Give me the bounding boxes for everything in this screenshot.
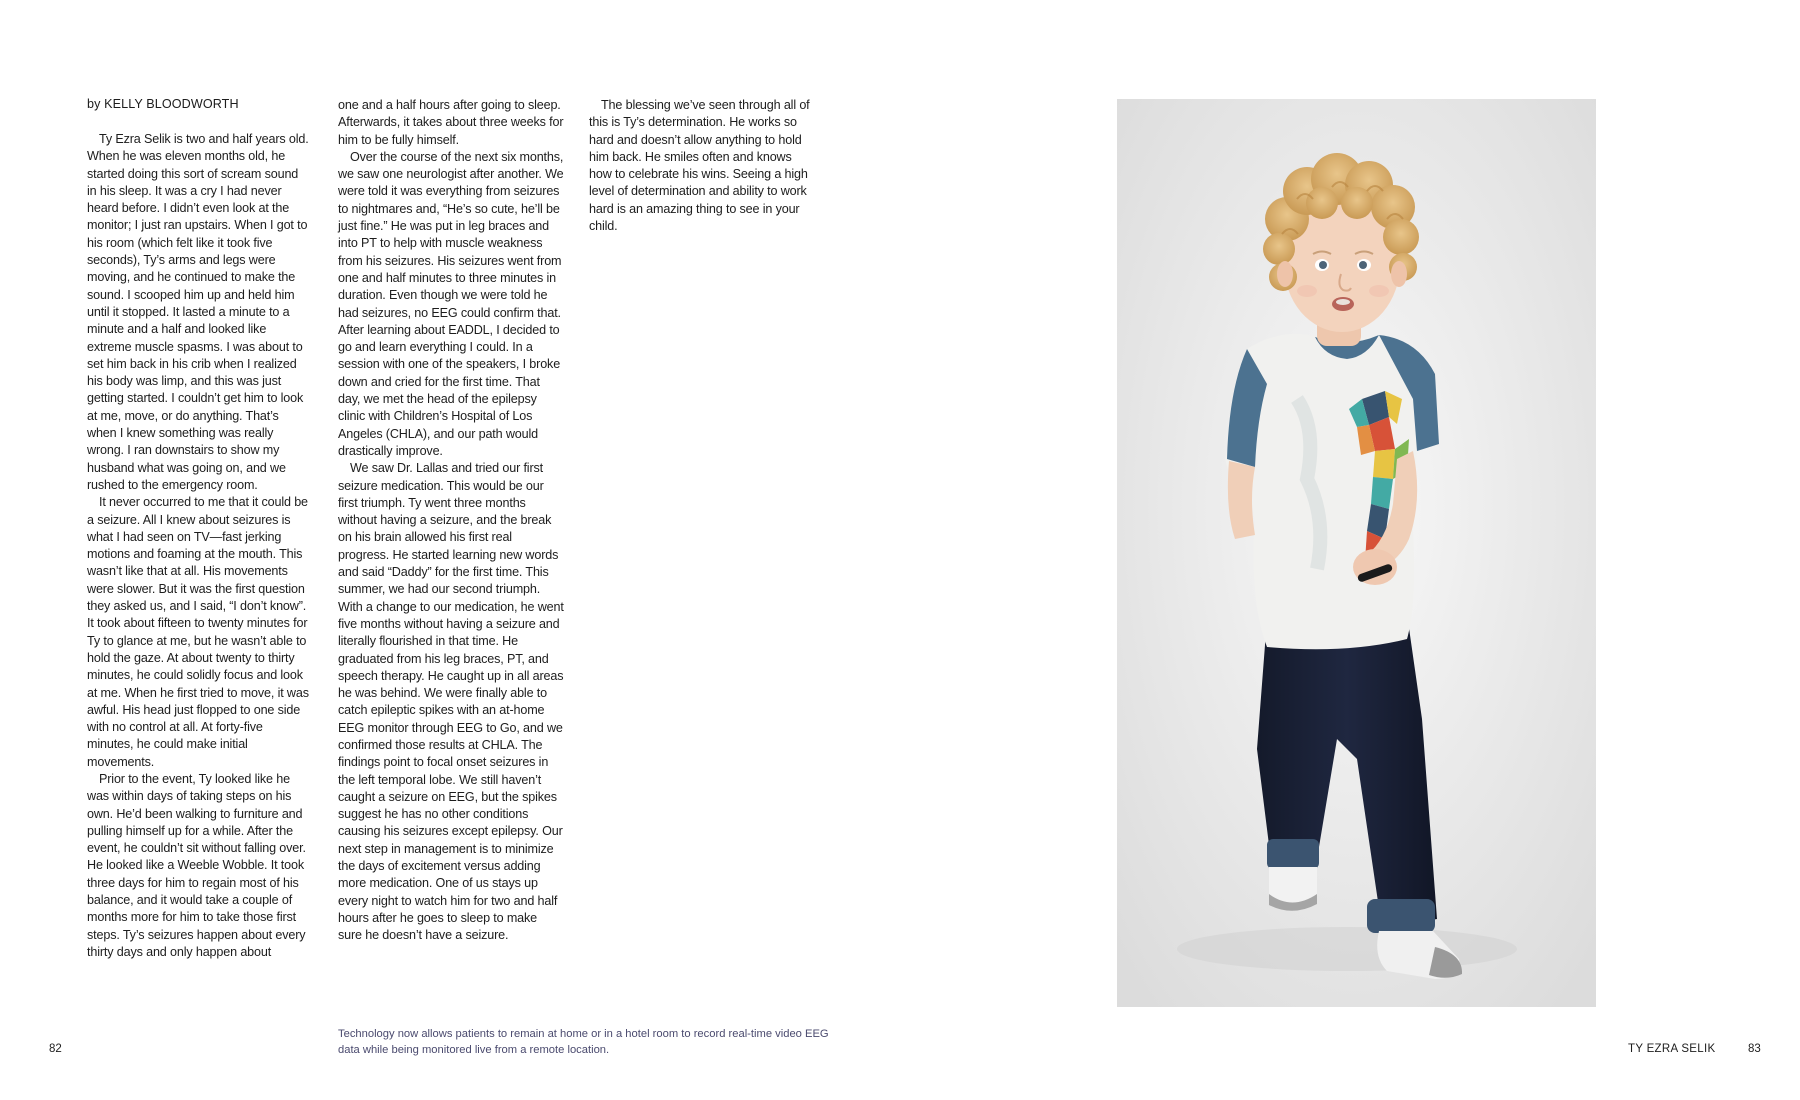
- paragraph: The blessing we’ve seen through all of this is Ty’s determination. He works so hard and doesn’t allow anything to hold him back. He smiles often and knows how to celebrate his wins. Seeing a high level of determination and ability to work hard is an amazing thing to see in your child.: [589, 98, 810, 234]
- page-number-left: 82: [49, 1043, 62, 1055]
- paragraph: one and a half hours after going to sleep. Afterwards, it takes about three weeks for him to be fully himself.: [338, 98, 564, 147]
- paragraph: Prior to the event, Ty looked like he was within days of taking steps on his own. He’d been walking to furniture and pulling himself up for a while. After the event, he couldn’t sit without falling over. He looked like a Weeble Wobble. It took three days for him to regain most of his balance, and it would take a couple of months more for him to take those first steps. Ty’s seizures happen about every thirty days and only happen about: [87, 771, 306, 959]
- page-number-right: 83: [1748, 1043, 1761, 1055]
- paragraph: It never occurred to me that it could be a seizure. All I knew about seizures is what I had seen on TV—fast jerking motions and foaming at the mouth. This wasn’t like that at all. His movements were slower. But it was the first question they asked us, and I said, “I don’t know”. It took about fifteen to twenty minutes for Ty to glance at me, but he wasn’t able to hold the gaze. At about twenty to thirty minutes, he could solidly focus and look at me. When he first tried to move, it was awful. His head just flopped to one side with no control at all. At forty-five minutes, he could make initial movements.: [87, 495, 309, 769]
- paragraph: Over the course of the next six months, we saw one neurologist after another. We were told it was everything from seizures to nightmares and, “He’s so cute, he’ll be just fine.” He was put in leg braces and into PT to help with muscle weakness from his seizures. His seizures went from one and half minutes to three minutes in duration. Even though we were told he had seizures, no EEG could confirm that. After learning about EADDL, I decided to go and learn everything I could. In a session with one of the speakers, I broke down and cried for the first time. That day, we met the head of the epilepsy clinic with Children’s Hospital of Los Angeles (CHLA), and our path would drastically improve.: [338, 149, 564, 458]
- running-head: TY EZRA SELIK: [1628, 1043, 1716, 1055]
- photo-caption: Technology now allows patients to remain at home or in a hotel room to record real-time video EEG data while being monitored live from a remote location.: [338, 1028, 829, 1056]
- paragraph: We saw Dr. Lallas and tried our first seizure medication. This would be our first triumph. Ty went three months without having a seizure, and the break on his brain allowed his first real progress. He started learning new words and said “Daddy” for the first time. This summer, we had our second triumph. With a change to our medication, he went five months without having a seizure and literally flourished in that time. He graduated from his leg braces, PT, and speech therapy. He caught up in all areas he was behind. We were finally able to catch epileptic spikes with an at-home EEG monitor through EEG to Go, and we confirmed those results at CHLA. The findings point to focal onset seizures in the left temporal lobe. We still haven’t caught a seizure on EEG, but the spikes suggest he has no other conditions causing his seizures except epilepsy. Our next step in management is to minimize the days of excitement versus adding more medication. One of us stays up every night to watch him for two and half hours after he goes to sleep to make sure he doesn’t have a seizure.: [338, 461, 564, 943]
- article-column-2: [338, 97, 564, 945]
- paragraph: Ty Ezra Selik is two and half years old. When he was eleven months old, he started doing this sort of scream sound in his sleep. It was a cry I had never heard before. I didn’t even look at the monitor; I just ran upstairs. When I got to his room (which felt like it took five seconds), Ty’s arms and legs were moving, and he continued to make the sound. I scooped him up and held him until it stopped. It lasted a minute to a minute and a half and looked like extreme muscle spasms. I was about to set him back in his crib when I realized his body was limp, and this was just getting started. I couldn’t get him to look at me, move, or do anything. That’s when I knew something was really wrong. I ran downstairs to show my husband what was going on, and we rushed to the emergency room.: [87, 132, 309, 492]
- child-portrait-illustration: [1117, 99, 1596, 1007]
- article-column-1: [87, 131, 309, 961]
- child-portrait-photo: [1117, 99, 1596, 1007]
- byline: by KELLY BLOODWORTH: [87, 97, 239, 111]
- article-column-3: [589, 97, 814, 235]
